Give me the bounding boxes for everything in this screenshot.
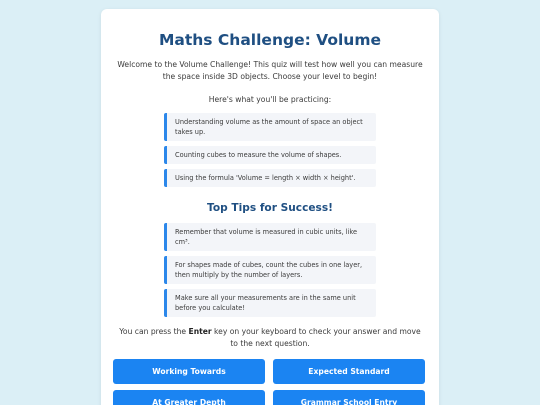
- tips-heading: Top Tips for Success!: [207, 202, 333, 214]
- tip-item: Remember that volume is measured in cubic units, like cm³.: [164, 223, 376, 251]
- level-greater-depth-button[interactable]: At Greater Depth: [113, 390, 265, 405]
- level-expected-standard-button[interactable]: Expected Standard: [273, 359, 425, 384]
- level-working-towards-button[interactable]: Working Towards: [113, 359, 265, 384]
- enter-key-label: Enter: [188, 327, 212, 336]
- practice-list: [113, 113, 427, 187]
- practice-heading: Here's what you'll be practicing:: [208, 95, 332, 104]
- level-buttons: [113, 359, 427, 405]
- tip-item: Make sure all your measurements are in the same unit before you calculate!: [164, 289, 376, 317]
- quiz-card: [101, 9, 439, 405]
- practice-item: Counting cubes to measure the volume of shapes.: [164, 146, 376, 164]
- tip-item: For shapes made of cubes, count the cubes in one layer, then multiply by the number of layers.: [164, 256, 376, 284]
- level-grammar-school-button[interactable]: Grammar School Entry: [273, 390, 425, 405]
- enter-note-after: key on your keyboard to check your answer and move to the next question.: [211, 327, 421, 348]
- page-title: Maths Challenge: Volume: [158, 31, 381, 49]
- tips-list: [113, 223, 427, 317]
- practice-item: Using the formula 'Volume = length × width × height'.: [164, 169, 376, 187]
- practice-item: Understanding volume as the amount of space an object takes up.: [164, 113, 376, 141]
- enter-note-before: You can press the: [119, 327, 189, 336]
- enter-key-note: [113, 326, 427, 350]
- intro-text: Welcome to the Volume Challenge! This quiz will test how well you can measure the space inside 3D objects. Choose your level to begin!: [117, 60, 423, 81]
